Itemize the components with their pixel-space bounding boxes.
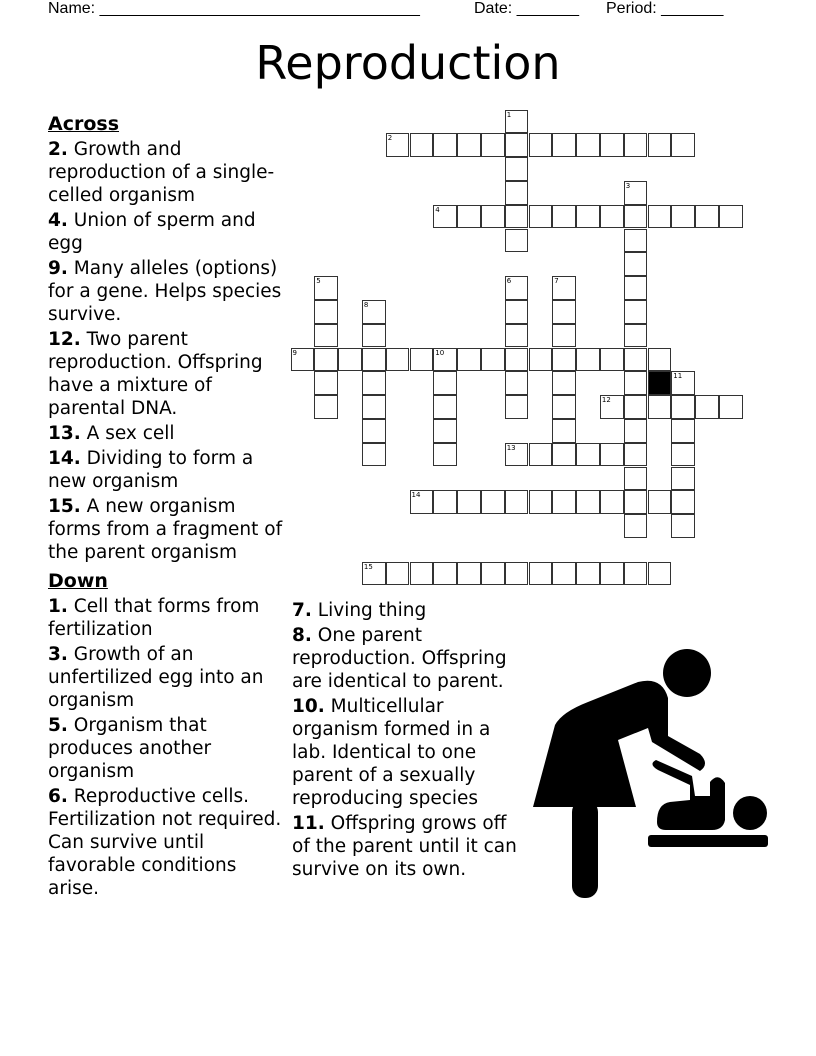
grid-cell[interactable]	[457, 205, 481, 229]
grid-cell[interactable]	[505, 371, 529, 395]
down-heading: Down	[48, 570, 108, 592]
grid-cell[interactable]	[505, 276, 529, 300]
cell-number: 6	[506, 277, 512, 286]
grid-cell[interactable]	[624, 443, 648, 467]
cell-number: 13	[506, 443, 516, 452]
grid-cell[interactable]	[314, 276, 338, 300]
down-clue	[48, 714, 284, 783]
grid-cell[interactable]	[481, 133, 505, 157]
grid-cell[interactable]	[362, 395, 386, 419]
grid-cell[interactable]	[291, 348, 315, 372]
grid-cell[interactable]	[600, 395, 624, 419]
clue-number: 14.	[48, 448, 81, 469]
cell-number: 7	[554, 277, 559, 286]
clue-text: Multicellular organism formed in a lab. Identical to one parent of a sexually reproducing species	[292, 696, 491, 809]
grid-cell[interactable]	[433, 395, 457, 419]
clue-text: Offspring grows off of the parent until it can survive on its own.	[292, 813, 517, 880]
clue-number: 8.	[292, 625, 312, 646]
grid-cell[interactable]	[552, 490, 576, 514]
grid-cell[interactable]	[505, 300, 529, 324]
grid-cell[interactable]	[624, 419, 648, 443]
grid-cell[interactable]	[433, 133, 457, 157]
clue-number: 3.	[48, 644, 68, 665]
clue-text: One parent reproduction. Offspring are identical to parent.	[292, 625, 507, 692]
clue-number: 1.	[48, 596, 68, 617]
clue-number: 11.	[292, 813, 325, 834]
grid-cell[interactable]	[433, 205, 457, 229]
clue-text: Living thing	[317, 600, 427, 621]
grid-cell[interactable]	[576, 562, 600, 586]
grid-cell[interactable]	[410, 490, 434, 514]
grid-cell[interactable]	[648, 562, 672, 586]
grid-cell[interactable]	[624, 324, 648, 348]
grid-cell[interactable]	[719, 205, 743, 229]
grid-cell[interactable]	[481, 562, 505, 586]
grid-cell[interactable]	[433, 562, 457, 586]
grid-cell[interactable]	[624, 371, 648, 395]
grid-cell[interactable]	[505, 157, 529, 181]
grid-cell[interactable]	[457, 133, 481, 157]
grid-cell[interactable]	[433, 348, 457, 372]
clue-number: 12.	[48, 329, 81, 350]
grid-cell[interactable]	[576, 133, 600, 157]
grid-cell[interactable]	[671, 419, 695, 443]
grid-cell[interactable]	[624, 467, 648, 491]
grid-cell[interactable]	[362, 562, 386, 586]
grid-cell[interactable]	[600, 443, 624, 467]
clue-number: 7.	[292, 600, 312, 621]
clue-number: 4.	[48, 210, 68, 231]
grid-cell[interactable]	[505, 205, 529, 229]
grid-cell[interactable]	[338, 348, 362, 372]
grid-cell[interactable]	[552, 276, 576, 300]
clues-column-2	[292, 599, 524, 883]
grid-cell[interactable]	[695, 205, 719, 229]
grid-cell[interactable]	[314, 300, 338, 324]
grid-cell[interactable]	[410, 562, 434, 586]
clue-number: 6.	[48, 786, 68, 807]
grid-cell[interactable]	[529, 490, 553, 514]
grid-cell[interactable]	[552, 324, 576, 348]
grid-cell[interactable]	[314, 348, 338, 372]
clues-column-1	[48, 113, 284, 902]
grid-cell[interactable]	[386, 133, 410, 157]
cell-number: 4	[435, 205, 440, 214]
grid-cell[interactable]	[552, 395, 576, 419]
grid-cell[interactable]	[505, 490, 529, 514]
grid-cell[interactable]	[671, 443, 695, 467]
grid-cell[interactable]	[648, 133, 672, 157]
across-clue	[48, 495, 284, 564]
grid-cell[interactable]	[529, 205, 553, 229]
grid-cell[interactable]	[481, 490, 505, 514]
cell-number: 1	[506, 110, 512, 119]
grid-cell[interactable]	[552, 300, 576, 324]
grid-cell[interactable]	[457, 490, 481, 514]
grid-cell[interactable]	[362, 324, 386, 348]
grid-cell[interactable]	[481, 348, 505, 372]
across-clue	[48, 422, 284, 445]
name-field[interactable]: Name: ____________________________________	[48, 0, 420, 17]
grid-cell[interactable]	[648, 205, 672, 229]
clue-text: Union of sperm and egg	[48, 210, 256, 254]
grid-cell[interactable]	[624, 395, 648, 419]
grid-cell[interactable]	[671, 514, 695, 538]
grid-cell[interactable]	[314, 371, 338, 395]
grid-cell[interactable]	[386, 348, 410, 372]
down-clue	[48, 643, 284, 712]
cell-number: 10	[435, 348, 445, 357]
across-clue	[48, 209, 284, 255]
grid-cell[interactable]	[505, 562, 529, 586]
grid-cell[interactable]	[552, 371, 576, 395]
grid-cell[interactable]	[505, 395, 529, 419]
grid-cell[interactable]	[505, 110, 529, 134]
grid-cell[interactable]	[505, 443, 529, 467]
down-clue	[48, 785, 284, 900]
down-clues	[48, 595, 284, 900]
clue-number: 2.	[48, 139, 68, 160]
grid-cell[interactable]	[505, 133, 529, 157]
grid-cell[interactable]	[576, 443, 600, 467]
clue-number: 10.	[292, 696, 325, 717]
grid-cell[interactable]	[624, 348, 648, 372]
grid-cell[interactable]	[648, 348, 672, 372]
parent-changing-baby-icon	[520, 640, 780, 940]
grid-cell[interactable]	[671, 205, 695, 229]
grid-cell[interactable]	[576, 348, 600, 372]
grid-cell[interactable]	[410, 348, 434, 372]
grid-cell[interactable]	[671, 133, 695, 157]
grid-cell[interactable]	[552, 562, 576, 586]
grid-cell[interactable]	[600, 348, 624, 372]
grid-cell[interactable]	[624, 181, 648, 205]
grid-cell[interactable]	[505, 348, 529, 372]
grid-cell[interactable]	[362, 300, 386, 324]
grid-cell[interactable]	[624, 205, 648, 229]
grid-cell[interactable]	[600, 490, 624, 514]
clue-text: A new organism forms from a fragment of the parent organism	[48, 496, 283, 563]
down-clue	[292, 812, 524, 881]
cell-number: 8	[363, 300, 369, 309]
clue-number: 13.	[48, 423, 81, 444]
grid-cell[interactable]	[671, 467, 695, 491]
page-title: Reproduction	[255, 36, 561, 90]
grid-cell[interactable]	[433, 490, 457, 514]
grid-cell[interactable]	[529, 133, 553, 157]
grid-cell[interactable]	[552, 419, 576, 443]
grid-cell[interactable]	[481, 205, 505, 229]
grid-cell[interactable]	[386, 562, 410, 586]
cell-number: 2	[387, 134, 393, 143]
grid-cell[interactable]	[505, 324, 529, 348]
grid-cell[interactable]	[362, 419, 386, 443]
grid-cell[interactable]	[600, 133, 624, 157]
cell-number: 14	[411, 491, 421, 500]
grid-cell[interactable]	[433, 419, 457, 443]
across-heading: Across	[48, 113, 120, 135]
grid-cell[interactable]	[314, 395, 338, 419]
grid-cell[interactable]	[671, 371, 695, 395]
grid-cell[interactable]	[671, 490, 695, 514]
cell-number: 9	[292, 348, 297, 357]
grid-cell[interactable]	[600, 205, 624, 229]
grid-cell[interactable]	[552, 205, 576, 229]
down-clue	[292, 695, 524, 810]
grid-cell[interactable]	[624, 133, 648, 157]
across-clue	[48, 447, 284, 493]
grid-cell[interactable]	[314, 324, 338, 348]
grid-cell[interactable]	[552, 443, 576, 467]
date-field[interactable]: Date: _______	[474, 0, 579, 17]
clue-text: Growth and reproduction of a single-celled organism	[48, 139, 275, 206]
grid-cell[interactable]	[600, 562, 624, 586]
grid-cell[interactable]	[433, 371, 457, 395]
grid-cell[interactable]	[457, 562, 481, 586]
cell-number: 12	[601, 396, 611, 405]
grid-cell[interactable]	[719, 395, 743, 419]
grid-cell[interactable]	[529, 562, 553, 586]
grid-cell[interactable]	[529, 348, 553, 372]
grid-cell[interactable]	[362, 348, 386, 372]
grid-cell[interactable]	[648, 395, 672, 419]
grid-cell[interactable]	[362, 443, 386, 467]
cell-number: 11	[673, 372, 683, 381]
across-clue	[48, 138, 284, 207]
grid-cell[interactable]	[529, 443, 553, 467]
grid-cell[interactable]	[576, 490, 600, 514]
grid-cell[interactable]	[624, 490, 648, 514]
clue-text: Dividing to form a new organism	[48, 448, 254, 492]
grid-cell[interactable]	[505, 181, 529, 205]
clue-text: Two parent reproduction. Offspring have a mixture of parental DNA.	[48, 329, 263, 419]
down-clue	[292, 599, 524, 622]
grid-cell[interactable]	[695, 395, 719, 419]
grid-cell[interactable]	[552, 348, 576, 372]
grid-cell[interactable]	[624, 514, 648, 538]
clue-text: Cell that forms from fertilization	[48, 596, 260, 640]
clue-number: 15.	[48, 496, 81, 517]
down-clues-continued	[292, 599, 524, 881]
grid-cell[interactable]	[624, 229, 648, 253]
down-clue	[292, 624, 524, 693]
grid-cell[interactable]	[410, 133, 434, 157]
across-clue	[48, 257, 284, 326]
cell-number: 3	[625, 181, 631, 190]
cell-number: 15	[363, 562, 373, 571]
grid-cell[interactable]	[552, 133, 576, 157]
grid-cell[interactable]	[505, 229, 529, 253]
grid-cell[interactable]	[362, 371, 386, 395]
grid-cell[interactable]	[671, 395, 695, 419]
clue-text: Many alleles (options) for a gene. Helps species survive.	[48, 258, 282, 325]
grid-cell[interactable]	[624, 300, 648, 324]
grid-cell[interactable]	[433, 443, 457, 467]
grid-cell[interactable]	[624, 276, 648, 300]
clue-text: Organism that produces another organism	[48, 715, 212, 782]
grid-cell[interactable]	[457, 348, 481, 372]
across-clue	[48, 328, 284, 420]
clue-number: 9.	[48, 258, 68, 279]
clue-text: A sex cell	[86, 423, 175, 444]
black-cell	[648, 371, 672, 395]
clue-text: Reproductive cells. Fertilization not required. Can survive until favorable conditions arise.	[48, 786, 282, 899]
down-clue	[48, 595, 284, 641]
grid-cell[interactable]	[624, 252, 648, 276]
grid-cell[interactable]	[576, 205, 600, 229]
period-field[interactable]: Period: _______	[606, 0, 724, 17]
clue-number: 5.	[48, 715, 68, 736]
clue-text: Growth of an unfertilized egg into an organism	[48, 644, 264, 711]
grid-cell[interactable]	[624, 562, 648, 586]
grid-cell[interactable]	[648, 490, 672, 514]
across-clues	[48, 138, 284, 564]
cell-number: 5	[316, 277, 321, 286]
